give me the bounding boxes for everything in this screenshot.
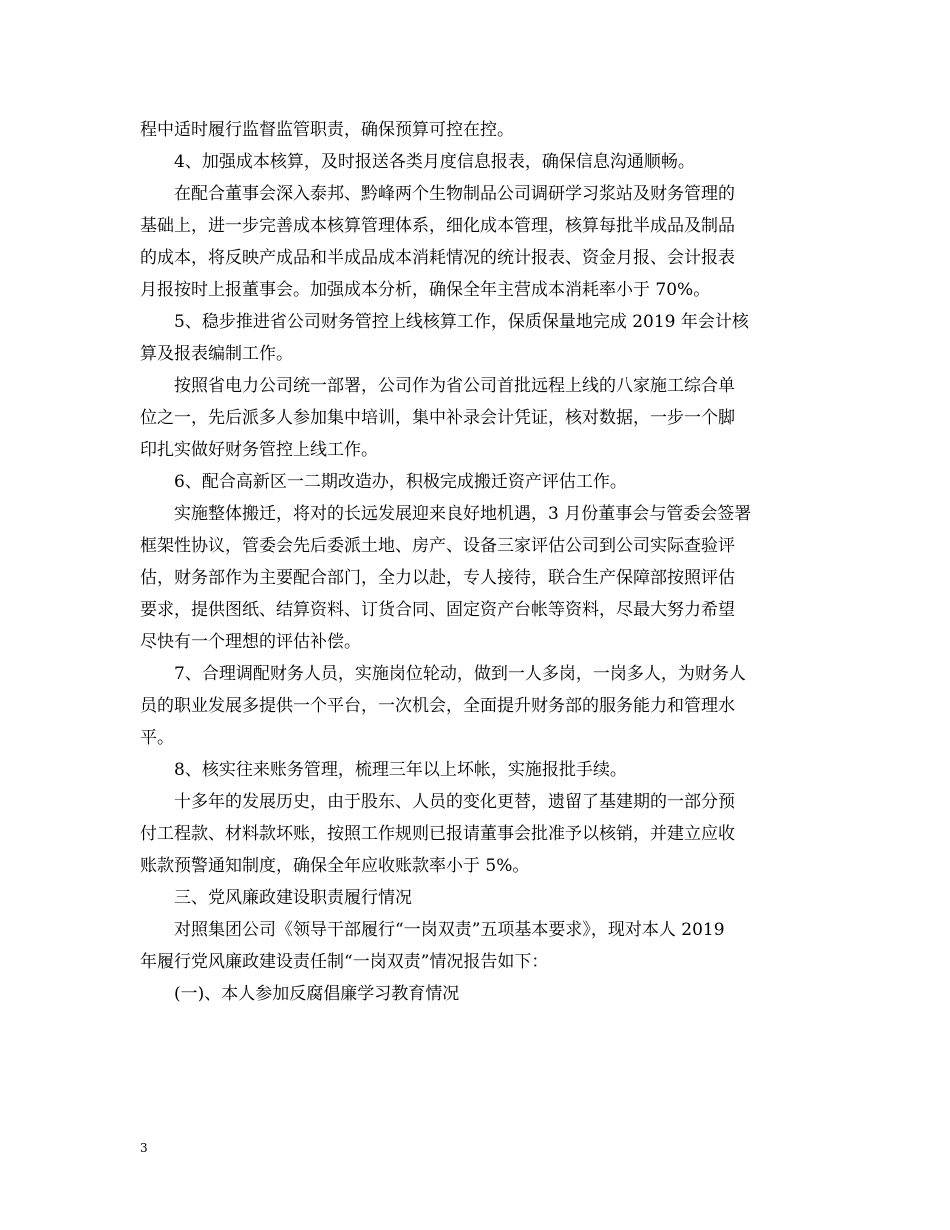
text-line: 程中适时履行监督监管职责，确保预算可控在控。 <box>140 120 514 140</box>
text-line: 算及报表编制工作。 <box>140 344 293 364</box>
text-line: 位之一，先后派多人参加集中培训，集中补录会计凭证，核对数据，一步一个脚 <box>140 408 735 428</box>
text-line: 基础上，进一步完善成本核算管理体系，细化成本管理，核算每批半成品及制品 <box>140 216 735 236</box>
text-line: 实施整体搬迁，将对的长远发展迎来良好地机遇，3 月份董事会与管委会签署 <box>174 504 752 524</box>
text-line: 对照集团公司《领导干部履行“一岗双责”五项基本要求》，现对本人 2019 <box>174 920 725 940</box>
text-line: (一)、本人参加反腐倡廉学习教育情况 <box>174 984 460 1004</box>
text-line: 在配合董事会深入泰邦、黔峰两个生物制品公司调研学习浆站及财务管理的 <box>174 184 735 204</box>
page-number: 3 <box>140 1141 148 1155</box>
text-line: 7、合理调配财务人员，实施岗位轮动，做到一人多岗，一岗多人，为财务人 <box>174 664 746 684</box>
text-line: 估，财务部作为主要配合部门，全力以赴，专人接待，联合生产保障部按照评估 <box>140 568 735 588</box>
text-line: 平。 <box>140 728 174 748</box>
text-line: 6、配合高新区一二期改造办，积极完成搬迁资产评估工作。 <box>174 472 627 492</box>
text-line: 付工程款、材料款坏账，按照工作规则已报请董事会批准予以核销，并建立应收 <box>140 824 735 844</box>
document-body <box>140 114 812 1010</box>
text-line: 按照省电力公司统一部署，公司作为省公司首批远程上线的八家施工综合单 <box>174 376 735 396</box>
text-line: 账款预警通知制度，确保全年应收账款率小于 5%。 <box>140 856 530 876</box>
text-line: 4、加强成本核算，及时报送各类月度信息报表，确保信息沟通顺畅。 <box>174 152 695 172</box>
text-line: 十多年的发展历史，由于股东、人员的变化更替，遗留了基建期的一部分预 <box>174 792 735 812</box>
text-line: 印扎实做好财务管控上线工作。 <box>140 440 378 460</box>
text-line: 的成本，将反映产成品和半成品成本消耗情况的统计报表、资金月报、会计报表 <box>140 248 735 268</box>
text-line: 员的职业发展多提供一个平台，一次机会，全面提升财务部的服务能力和管理水 <box>140 696 735 716</box>
text-line: 三、党风廉政建设职责履行情况 <box>174 888 412 908</box>
text-line: 要求，提供图纸、结算资料、订货合同、固定资产台帐等资料，尽最大努力希望 <box>140 600 735 620</box>
text-line: 月报按时上报董事会。加强成本分析，确保全年主营成本消耗率小于 70%。 <box>140 280 711 300</box>
text-line: 框架性协议，管委会先后委派土地、房产、设备三家评估公司到公司实际查验评 <box>140 536 735 556</box>
text-line: 5、稳步推进省公司财务管控上线核算工作，保质保量地完成 2019 年会计核 <box>174 312 749 332</box>
text-line: 8、核实往来账务管理，梳理三年以上坏帐，实施报批手续。 <box>174 760 627 780</box>
text-line: 年履行党风廉政建设责任制“一岗双责”情况报告如下： <box>140 952 549 972</box>
text-line: 尽快有一个理想的评估补偿。 <box>140 632 361 652</box>
